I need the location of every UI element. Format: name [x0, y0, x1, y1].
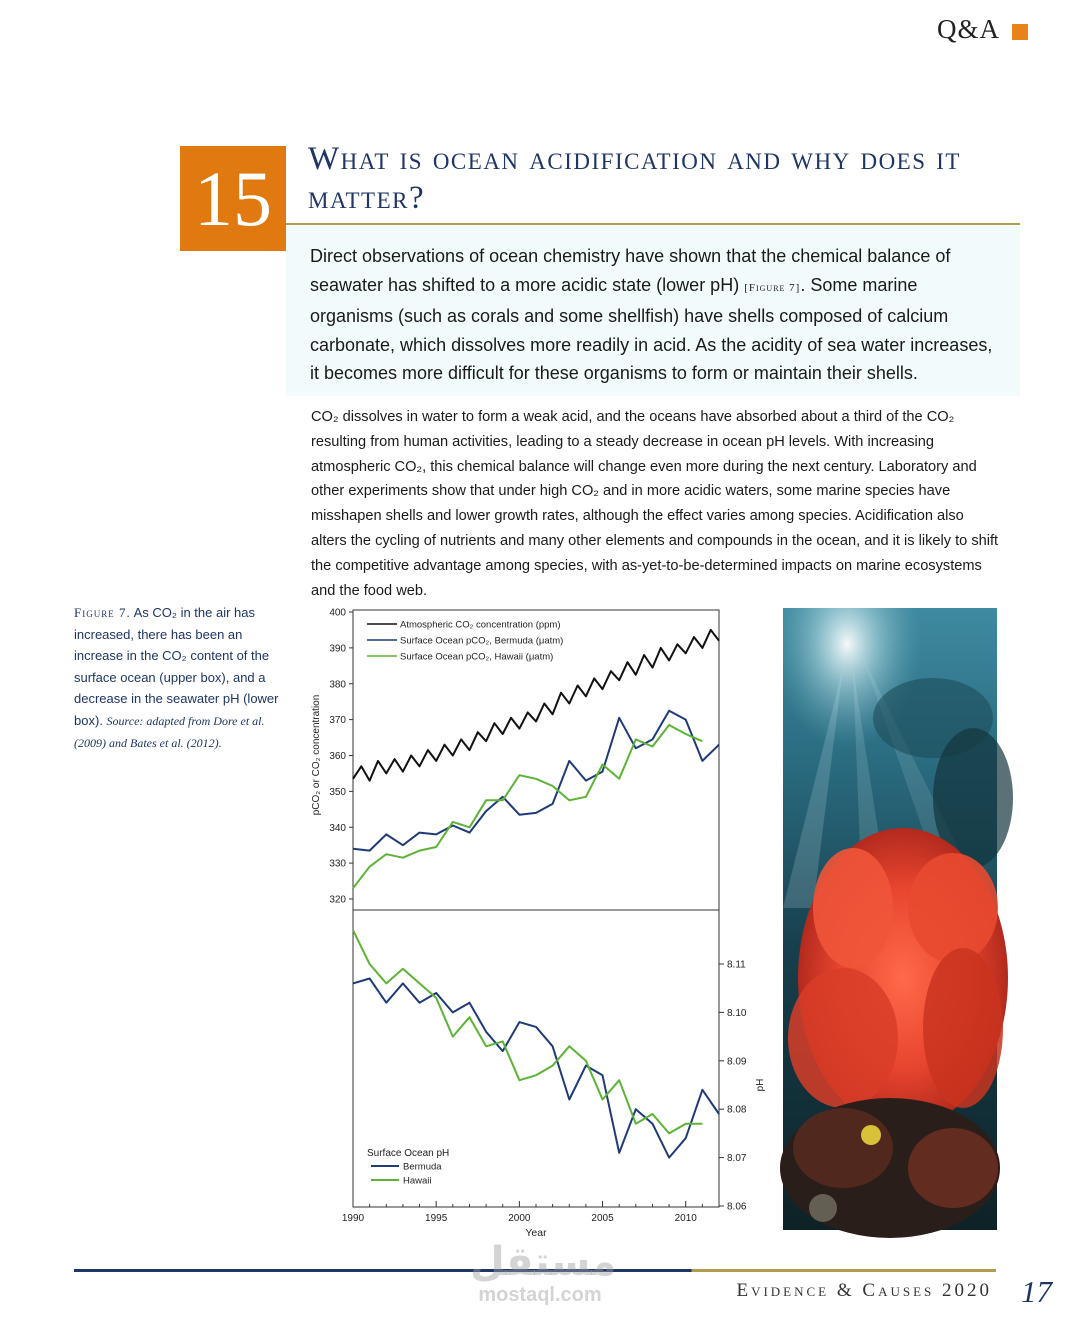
- figure-reference: [Figure 7]: [744, 281, 801, 294]
- upper-legend-label: Surface Ocean pCO₂, Hawaii (μatm): [400, 651, 554, 663]
- upper-legend-label: Surface Ocean pCO₂, Bermuda (μatm): [400, 635, 564, 647]
- upper-y-tick-label: 370: [329, 715, 346, 727]
- upper-y-tick-label: 400: [329, 607, 346, 619]
- watermark-latin: mostaql.com: [478, 1284, 602, 1306]
- lower-y-tick-label: 8.07: [727, 1153, 747, 1165]
- lower-y-tick-label: 8.11: [727, 959, 746, 971]
- x-tick-label: 1995: [425, 1213, 448, 1224]
- upper-y-tick-label: 350: [329, 786, 346, 798]
- summary-text-start: Direct observations of ocean chemistry have shown that the chemical balance of seawater has shifted to a more acidic state (lower pH): [310, 246, 951, 295]
- caption-source: Source: adapted from Dore et al. (2009) and Bates et al. (2012).: [74, 713, 265, 750]
- x-tick-label: 2000: [508, 1213, 531, 1224]
- lower-y-tick-label: 8.08: [727, 1104, 747, 1116]
- bermuda-ph-line: [353, 979, 719, 1158]
- lower-y-tick-label: 8.10: [727, 1007, 747, 1019]
- mostaql-watermark: [470, 1239, 617, 1306]
- summary-box: [286, 226, 1020, 396]
- upper-y-tick-label: 360: [329, 751, 346, 762]
- x-tick-label: 2005: [591, 1213, 614, 1224]
- lower-y-tick-label: 8.09: [727, 1056, 747, 1068]
- lower-panel-title: Surface Ocean pH: [367, 1148, 450, 1159]
- hawaii-pco2-line: [353, 725, 702, 888]
- figure-label: Figure 7.: [74, 605, 131, 620]
- x-axis-label: Year: [525, 1227, 547, 1239]
- summary-text-end: . Some marine organisms (such as corals and some shellfish) have shells composed of calcium carbonate, which dissolves more readily in acid. As the acidity of sea water increases, it becomes more difficult for these organisms to form or maintain their shells.: [310, 274, 993, 383]
- section-square-icon: [1012, 24, 1028, 40]
- caption-text: As CO₂ in the air has increased, there has been an increase in the CO₂ content of the surface ocean (upper box), and a decrease in the seawater pH (lower box).: [74, 605, 279, 728]
- lower-legend-label: Hawaii: [403, 1175, 432, 1187]
- figure-7-chart: [300, 600, 766, 1250]
- upper-legend-label: Atmospheric CO₂ concentration (ppm): [400, 619, 561, 631]
- lower-y-tick-label: 8.06: [727, 1201, 747, 1213]
- lower-y-axis-label: pH: [755, 1078, 766, 1092]
- lower-legend-label: Bermuda: [403, 1161, 442, 1173]
- upper-y-tick-label: 390: [329, 643, 346, 655]
- x-tick-label: 1990: [341, 1213, 365, 1224]
- upper-y-tick-label: 340: [329, 822, 346, 834]
- x-tick-label: 2010: [674, 1213, 697, 1224]
- title-divider: [286, 223, 1020, 225]
- upper-y-tick-label: 320: [329, 894, 346, 906]
- coral-reef-image: [783, 608, 997, 1230]
- footer-publication-title: Evidence & Causes 2020: [736, 1280, 992, 1301]
- page-title: What is ocean acidification and why does it matter?: [308, 141, 961, 216]
- hawaii-ph-line: [353, 930, 702, 1133]
- upper-y-axis-label: pCO₂ or CO₂ concentration: [311, 694, 322, 816]
- chart-svg: [300, 600, 766, 1250]
- upper-y-tick-label: 380: [329, 679, 346, 691]
- summary-paragraph: [310, 242, 996, 388]
- coral-reef-photo: [783, 608, 997, 1230]
- upper-y-tick-label: 330: [329, 858, 346, 870]
- watermark-arabic: مستقل: [470, 1239, 617, 1285]
- section-label: Q&A: [937, 14, 1000, 44]
- figure-caption: [74, 602, 284, 755]
- body-paragraph: CO₂ dissolves in water to form a weak acid, and the oceans have absorbed about a third of the CO₂ resulting from human activities, leading to a steady decrease in ocean pH levels. With increasing atmospheric CO₂, this chemical balance will change even more during the next century. Laboratory and other experiments show that under high CO₂ and in more acidic waters, some marine species have misshapen shells and lower growth rates, although the effect varies among species. Acidification also alters the cycling of nutrients and many other elements and compounds in the ocean, and it is likely to shift the competitive advantage among species, with as-yet-to-be-determined impacts on marine ecosystems and the food web.: [311, 409, 999, 599]
- question-number-badge: 15: [180, 146, 286, 251]
- page-number: 17: [1021, 1274, 1052, 1309]
